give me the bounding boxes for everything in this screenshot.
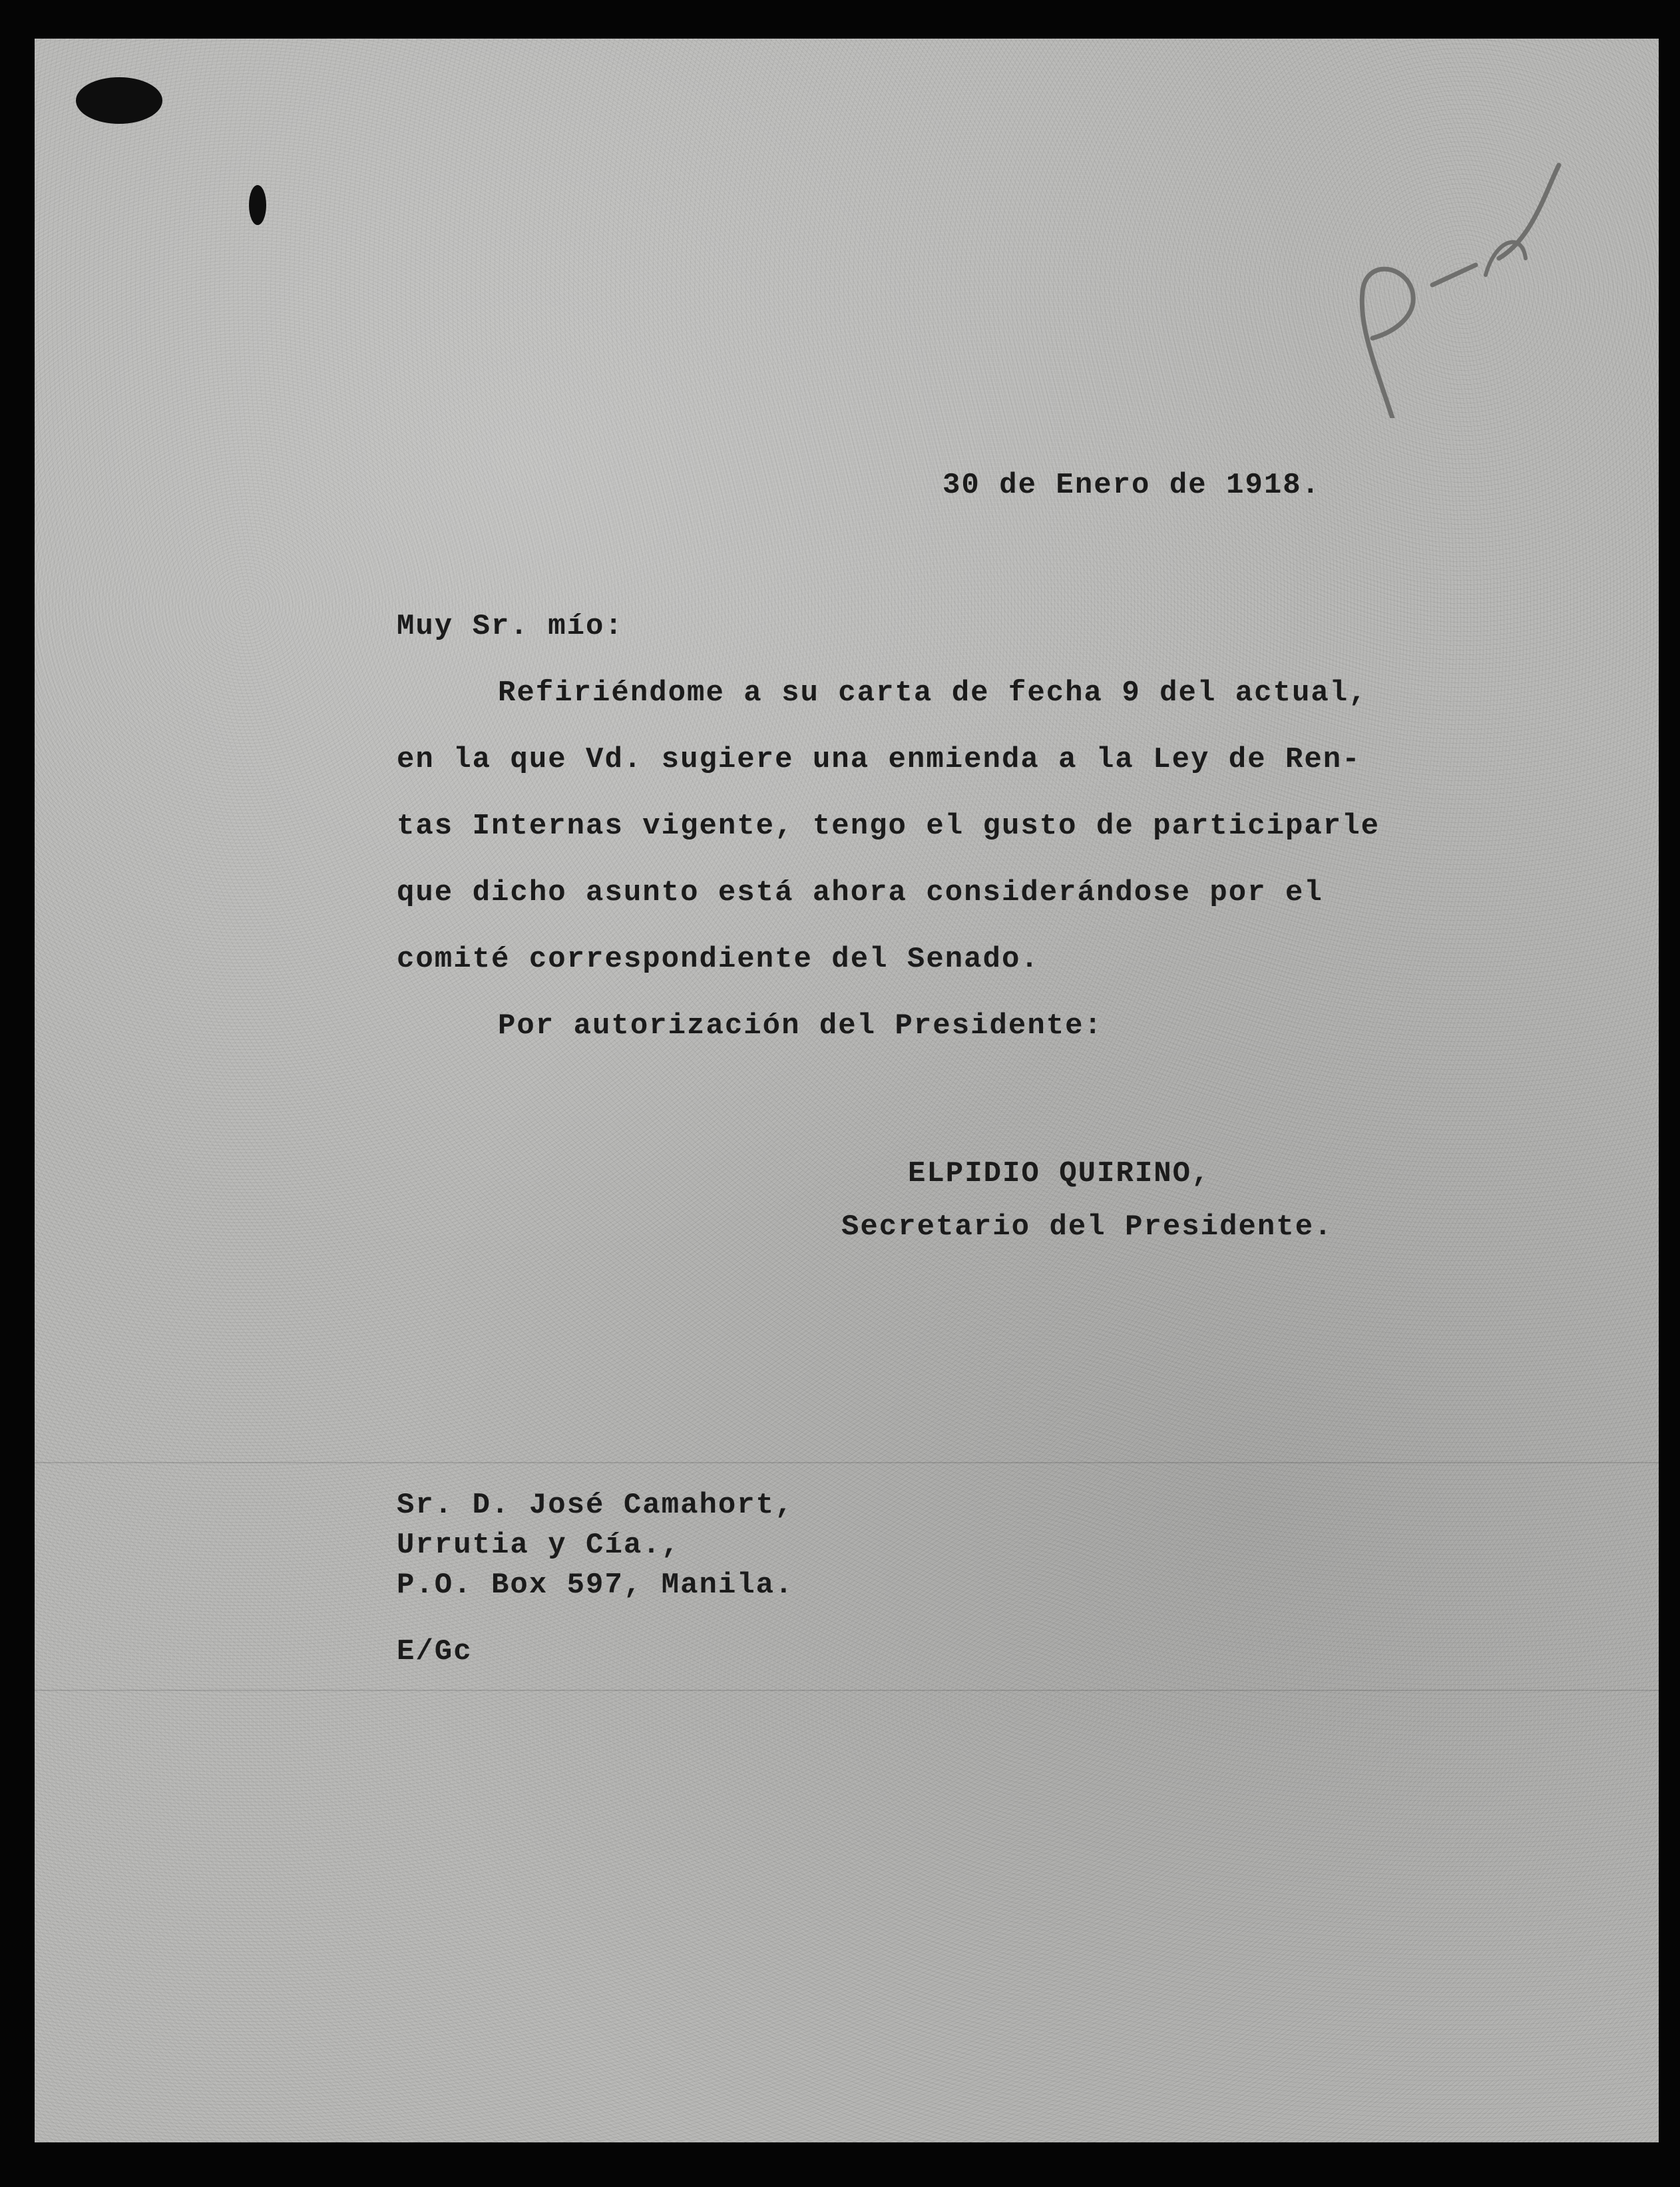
body-line: tas Internas vigente, tengo el gusto de participarle [397, 810, 1380, 843]
addressee-line: P.O. Box 597, Manila. [397, 1569, 794, 1602]
paper-crease-line [35, 1690, 1659, 1691]
reference-initials: E/Gc [397, 1635, 473, 1668]
body-line: en la que Vd. sugiere una enmienda a la Ley de Ren- [397, 743, 1361, 776]
handwritten-mark [1333, 138, 1612, 418]
body-line: Refiriéndome a su carta de fecha 9 del actual, [498, 676, 1368, 710]
signatory-name: ELPIDIO QUIRINO, [908, 1157, 1211, 1190]
ink-blot [76, 77, 162, 124]
letter-page [35, 39, 1659, 2142]
signatory-title: Secretario del Presidente. [841, 1210, 1333, 1244]
ink-spot [249, 185, 266, 225]
body-line: comité correspondiente del Senado. [397, 943, 1040, 976]
addressee-line: Sr. D. José Camahort, [397, 1489, 794, 1522]
authorization-line: Por autorización del Presidente: [498, 1009, 1103, 1043]
body-line: que dicho asunto está ahora considerándose por el [397, 876, 1323, 909]
paper-crease-line [35, 1462, 1659, 1463]
salutation: Muy Sr. mío: [397, 610, 624, 643]
addressee-line: Urrutia y Cía., [397, 1529, 681, 1562]
letter-date: 30 de Enero de 1918. [943, 469, 1321, 502]
